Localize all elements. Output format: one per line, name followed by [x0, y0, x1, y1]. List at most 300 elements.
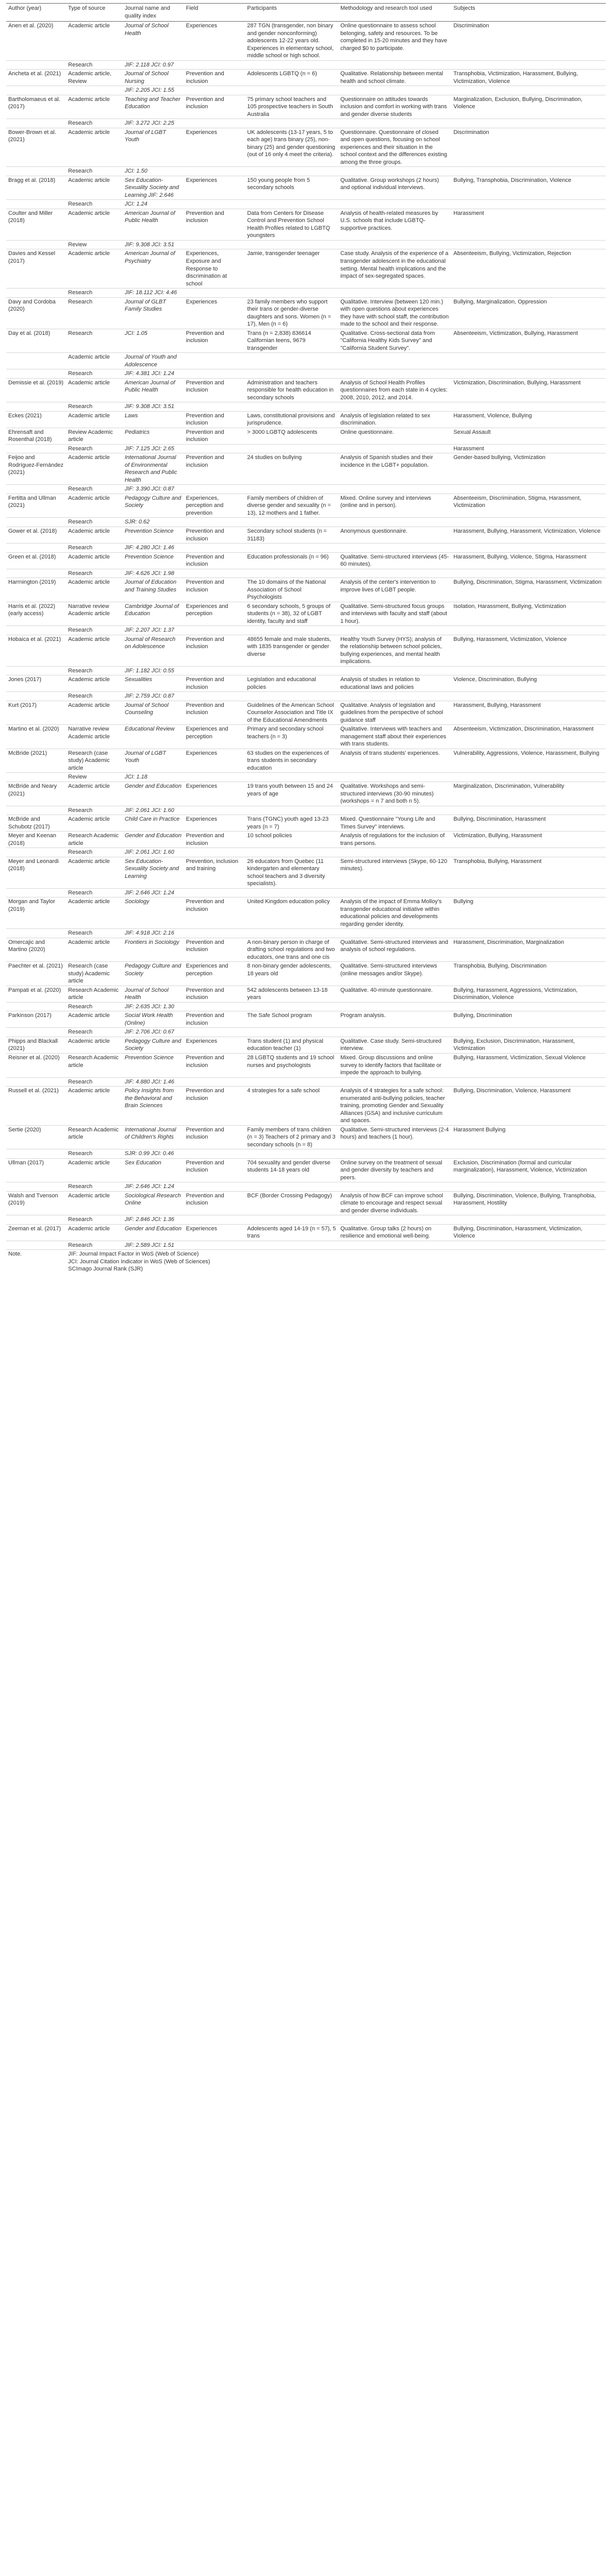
- cell-participants: [245, 666, 338, 675]
- cell-participants: 48655 female and male students, with 1835 transgender or gender diverse: [245, 635, 338, 666]
- cell-field: [184, 119, 245, 128]
- cell-type: Academic article: [66, 1037, 123, 1053]
- cell-journal: JIF: 2.061 JCI: 1.60: [123, 848, 184, 857]
- table-row: [6, 1087, 606, 1126]
- table-row: [6, 527, 606, 544]
- cell-subjects: Bullying, Harassment, Aggressions, Victimization, Discrimination, Violence: [451, 986, 606, 1002]
- table-row: [6, 200, 606, 209]
- cell-type: Academic article, Review: [66, 70, 123, 86]
- cell-subjects: Vulnerability, Aggressions, Violence, Harassment, Bullying: [451, 749, 606, 773]
- cell-subjects: [451, 119, 606, 128]
- cell-method: Analysis of Spanish studies and their incidence in the LGBT+ population.: [338, 453, 451, 485]
- table-row: [6, 428, 606, 444]
- cell-field: Prevention and inclusion: [184, 1087, 245, 1126]
- cell-participants: Secondary school students (n = 31183): [245, 527, 338, 544]
- cell-field: Experiences, Exposure and Response to discrimination at school: [184, 249, 245, 289]
- cell-type: Research Academic article: [66, 832, 123, 848]
- cell-author: [6, 200, 66, 209]
- cell-field: Prevention and inclusion: [184, 453, 245, 485]
- cell-method: [338, 240, 451, 249]
- cell-type: Research: [66, 848, 123, 857]
- cell-subjects: [451, 1028, 606, 1037]
- header-method: Methodology and research tool used: [338, 4, 451, 22]
- cell-field: [184, 353, 245, 369]
- cell-type: Academic article: [66, 675, 123, 692]
- table-row: [6, 815, 606, 832]
- cell-method: Case study. Analysis of the experience of a transgender adolescent in the educational setting. Mental health implications and the impact of sex-segregated spaces.: [338, 249, 451, 289]
- table-row: [6, 1241, 606, 1250]
- cell-participants: > 3000 LGBTQ adolescents: [245, 428, 338, 444]
- cell-author: Bower-Brown et al. (2021): [6, 128, 66, 167]
- cell-author: [6, 1028, 66, 1037]
- cell-participants: [245, 806, 338, 815]
- table-row: [6, 1028, 606, 1037]
- cell-method: Qualitative. Semi-structured interviews and analysis of school regulations.: [338, 938, 451, 962]
- cell-field: Prevention and inclusion: [184, 1125, 245, 1149]
- cell-journal: JIF: 2.846 JCI: 1.36: [123, 1215, 184, 1225]
- cell-field: Prevention and inclusion: [184, 1191, 245, 1215]
- cell-field: [184, 773, 245, 782]
- cell-author: [6, 848, 66, 857]
- cell-field: Experiences and perception: [184, 725, 245, 749]
- cell-author: Harris et al. (2022) (early access): [6, 602, 66, 626]
- cell-journal: Cambridge Journal of Education: [123, 602, 184, 626]
- cell-journal: SJR: 0.99 JCI: 0.46: [123, 1149, 184, 1159]
- cell-type: [66, 86, 123, 95]
- header-author: Author (year): [6, 4, 66, 22]
- cell-journal: Sex Education: [123, 1158, 184, 1182]
- cell-type: Research: [66, 626, 123, 635]
- cell-journal: JIF: 2.759 JCI: 0.87: [123, 692, 184, 701]
- cell-type: Research: [66, 200, 123, 209]
- cell-field: Experiences: [184, 815, 245, 832]
- cell-participants: 4 strategies for a safe school: [245, 1087, 338, 1126]
- cell-subjects: [451, 60, 606, 70]
- cell-method: Analysis of School Health Profiles questionnaires from each state in 4 cycles: 2008, 2010, 2012, and 2014.: [338, 378, 451, 402]
- cell-participants: Trans (n = 2,838) 836614 Californian teens, 9679 transgender: [245, 329, 338, 353]
- cell-journal: JIF: 4.918 JCI: 2.16: [123, 929, 184, 938]
- table-row: [6, 369, 606, 379]
- cell-journal: Sex Education-Sexuality Society and Learning JIF: 2.646: [123, 176, 184, 200]
- cell-type: Research: [66, 1002, 123, 1011]
- cell-method: Qualitative. Workshops and semi-structured interviews (30-90 minutes) (workshops = n 7 and both n 5).: [338, 782, 451, 806]
- cell-participants: 19 trans youth between 15 and 24 years of age: [245, 782, 338, 806]
- cell-participants: 287 TGN (transgender, non binary and gender nonconforming) adolescents 12-22 years old. Experiences in elementary school, middle school or high school.: [245, 22, 338, 61]
- cell-participants: [245, 1215, 338, 1225]
- cell-subjects: Harassment, Bullying, Harassment: [451, 701, 606, 725]
- table-row: [6, 249, 606, 289]
- cell-participants: [245, 200, 338, 209]
- cell-subjects: Marginalization, Discrimination, Vulnerability: [451, 782, 606, 806]
- cell-method: [338, 167, 451, 176]
- cell-field: Prevention and inclusion: [184, 95, 245, 119]
- cell-author: Martino et al. (2020): [6, 725, 66, 749]
- cell-field: Prevention and inclusion: [184, 1011, 245, 1028]
- cell-type: Academic article: [66, 209, 123, 240]
- cell-participants: Trans student (1) and physical education teacher (1): [245, 1037, 338, 1053]
- cell-field: Prevention and inclusion: [184, 578, 245, 602]
- cell-method: Online questionnaire.: [338, 428, 451, 444]
- cell-author: Harrnington (2019): [6, 578, 66, 602]
- cell-type: Academic article: [66, 1087, 123, 1126]
- cell-type: Research: [66, 289, 123, 298]
- cell-method: [338, 1182, 451, 1192]
- cell-author: [6, 167, 66, 176]
- cell-journal: JIF: 2.635 JCI: 1.30: [123, 1002, 184, 1011]
- cell-field: Prevention and inclusion: [184, 527, 245, 544]
- cell-method: [338, 569, 451, 578]
- cell-type: Research: [66, 518, 123, 527]
- cell-method: [338, 626, 451, 635]
- cell-method: Mixed. Online survey and interviews (online and in person).: [338, 494, 451, 518]
- cell-participants: 8 non-binary gender adolescents, 18 years old: [245, 962, 338, 986]
- cell-subjects: [451, 626, 606, 635]
- cell-author: Day et al. (2018): [6, 329, 66, 353]
- cell-field: Experiences: [184, 782, 245, 806]
- cell-journal: JIF: 1.182 JCI: 0.55: [123, 666, 184, 675]
- cell-journal: SJR: 0.62: [123, 518, 184, 527]
- cell-field: Experiences: [184, 297, 245, 329]
- cell-subjects: Harassment Bullying: [451, 1125, 606, 1149]
- cell-field: [184, 86, 245, 95]
- cell-author: McBride and Neary (2021): [6, 782, 66, 806]
- cell-subjects: [451, 888, 606, 897]
- cell-method: [338, 200, 451, 209]
- cell-subjects: Bullying, Discrimination, Harassment, Victimization, Violence: [451, 1224, 606, 1241]
- cell-participants: [245, 289, 338, 298]
- cell-subjects: Harassment: [451, 444, 606, 453]
- cell-type: Research: [66, 119, 123, 128]
- cell-field: [184, 518, 245, 527]
- cell-subjects: Bullying, Discrimination, Violence, Harassment: [451, 1087, 606, 1126]
- cell-field: Prevention and inclusion: [184, 635, 245, 666]
- cell-participants: Guidelines of the American School Counselor Association and Title IX of the Educational Amendments: [245, 701, 338, 725]
- cell-journal: American Journal of Public Health: [123, 209, 184, 240]
- cell-subjects: Transphobia, Bullying, Harassment: [451, 857, 606, 888]
- cell-journal: Sociology: [123, 897, 184, 929]
- cell-type: Research Academic article: [66, 986, 123, 1002]
- table-row: [6, 378, 606, 402]
- cell-author: Meyer and Keenan (2018): [6, 832, 66, 848]
- cell-journal: Pedagogy Culture and Society: [123, 1037, 184, 1053]
- cell-field: Prevention and inclusion: [184, 897, 245, 929]
- table-row: [6, 95, 606, 119]
- table-row: [6, 773, 606, 782]
- cell-subjects: Harassment, Discrimination, Marginalization: [451, 938, 606, 962]
- cell-author: [6, 485, 66, 494]
- cell-journal: Gender and Education: [123, 782, 184, 806]
- cell-type: Research: [66, 929, 123, 938]
- cell-field: [184, 1002, 245, 1011]
- cell-subjects: [451, 289, 606, 298]
- cell-author: [6, 289, 66, 298]
- cell-field: Experiences: [184, 176, 245, 200]
- cell-field: Prevention and inclusion: [184, 209, 245, 240]
- cell-field: [184, 60, 245, 70]
- table-row: [6, 240, 606, 249]
- table-row: [6, 626, 606, 635]
- cell-field: [184, 806, 245, 815]
- cell-subjects: [451, 1215, 606, 1225]
- cell-field: [184, 848, 245, 857]
- cell-participants: UK adolescents (13-17 years, 5 to each age) trans binary (25), non-binary (25) and gender questioning (out of 16 only 4 meet the criteria).: [245, 128, 338, 167]
- note-line: JCI: Journal Citation Indicator in WoS (Web of Sciences): [68, 1258, 210, 1265]
- cell-journal: JIF: 4.280 JCI: 1.46: [123, 544, 184, 553]
- table-row: [6, 569, 606, 578]
- cell-type: Academic article: [66, 95, 123, 119]
- table-row: [6, 962, 606, 986]
- cell-type: Research: [66, 1241, 123, 1250]
- cell-type: Academic article: [66, 22, 123, 61]
- header-field: Field: [184, 4, 245, 22]
- table-row: [6, 1191, 606, 1215]
- cell-author: [6, 353, 66, 369]
- cell-author: Bragg et al. (2018): [6, 176, 66, 200]
- cell-field: [184, 240, 245, 249]
- cell-type: Research: [66, 1215, 123, 1225]
- cell-author: [6, 119, 66, 128]
- cell-subjects: [451, 369, 606, 379]
- cell-method: Analysis of 4 strategies for a safe school: enumerated anti-bullying policies, teacher training, promoting Gender and Sexuality Alliances (GSA) and inclusive curriculum and spaces.: [338, 1087, 451, 1126]
- cell-method: Qualitative. 40-minute questionnaire.: [338, 986, 451, 1002]
- cell-author: [6, 888, 66, 897]
- cell-subjects: Harassment: [451, 209, 606, 240]
- cell-subjects: Discrimination: [451, 128, 606, 167]
- cell-participants: [245, 569, 338, 578]
- cell-field: [184, 485, 245, 494]
- cell-participants: The 10 domains of the National Association of School Psychologists: [245, 578, 338, 602]
- cell-type: Research: [66, 297, 123, 329]
- cell-method: [338, 929, 451, 938]
- table-header-row: [6, 4, 606, 22]
- cell-type: Academic article: [66, 782, 123, 806]
- cell-journal: JIF: 2.706 JCI: 0.67: [123, 1028, 184, 1037]
- table-row: [6, 552, 606, 569]
- cell-field: Prevention and inclusion: [184, 552, 245, 569]
- cell-method: [338, 369, 451, 379]
- cell-type: Narrative review Academic article: [66, 602, 123, 626]
- cell-journal: JIF: 2.205 JCI: 1.55: [123, 86, 184, 95]
- cell-field: Experiences: [184, 128, 245, 167]
- cell-subjects: [451, 806, 606, 815]
- cell-journal: Sexualities: [123, 675, 184, 692]
- cell-field: Experiences: [184, 22, 245, 61]
- cell-author: [6, 692, 66, 701]
- table-row: [6, 411, 606, 428]
- cell-method: Analysis of regulations for the inclusion of trans persons.: [338, 832, 451, 848]
- cell-method: Analysis of studies in relation to educational laws and policies: [338, 675, 451, 692]
- cell-method: Online survey on the treatment of sexual and gender diversity by teachers and peers.: [338, 1158, 451, 1182]
- cell-subjects: [451, 666, 606, 675]
- cell-author: Walsh and Tvenson (2019): [6, 1191, 66, 1215]
- cell-subjects: Bullying, Discrimination, Harassment: [451, 815, 606, 832]
- table-body: [6, 22, 606, 1250]
- cell-type: Academic article: [66, 578, 123, 602]
- cell-subjects: [451, 240, 606, 249]
- cell-journal: Sex Education-Sexuality Society and Learning: [123, 857, 184, 888]
- cell-journal: Sociological Research Online: [123, 1191, 184, 1215]
- cell-field: [184, 626, 245, 635]
- table-row: [6, 749, 606, 773]
- table-row: [6, 1215, 606, 1225]
- cell-participants: Primary and secondary school teachers (n = 3): [245, 725, 338, 749]
- table-row: [6, 289, 606, 298]
- cell-type: Research: [66, 806, 123, 815]
- cell-field: Experiences, perception and prevention: [184, 494, 245, 518]
- note-line: JIF: Journal Impact Factor in WoS (Web of Science): [68, 1251, 199, 1258]
- cell-journal: JCI: 1.18: [123, 773, 184, 782]
- cell-subjects: [451, 200, 606, 209]
- cell-subjects: Sexual Assault: [451, 428, 606, 444]
- cell-field: [184, 1182, 245, 1192]
- cell-journal: Policy Insights from the Behavioral and Brain Sciences: [123, 1087, 184, 1126]
- cell-journal: JIF: 18.112 JCI: 4.46: [123, 289, 184, 298]
- cell-participants: Trans (TGNC) youth aged 13-23 years (n = 7): [245, 815, 338, 832]
- cell-method: Analysis of health-related measures by U.S. schools that include LGBTQ-supportive practices.: [338, 209, 451, 240]
- table-row: [6, 1149, 606, 1159]
- table-row: [6, 1037, 606, 1053]
- cell-subjects: [451, 353, 606, 369]
- cell-participants: [245, 626, 338, 635]
- cell-subjects: Absenteeism, Victimization, Bullying, Harassment: [451, 329, 606, 353]
- cell-participants: Legislation and educational policies: [245, 675, 338, 692]
- cell-journal: JIF: 4.626 JCI: 1.98: [123, 569, 184, 578]
- cell-author: Paechter et al. (2021): [6, 962, 66, 986]
- table-row: [6, 929, 606, 938]
- cell-subjects: Absenteeism, Victimization, Discrimination, Harassment: [451, 725, 606, 749]
- cell-method: [338, 60, 451, 70]
- cell-subjects: Absenteeism, Bullying, Victimization, Rejection: [451, 249, 606, 289]
- cell-method: Qualitative. Case study. Semi-structured interview.: [338, 1037, 451, 1053]
- cell-subjects: [451, 569, 606, 578]
- cell-participants: Family members of trans children (n = 3) Teachers of 2 primary and 3 secondary schools (n = 8): [245, 1125, 338, 1149]
- cell-field: Prevention and inclusion: [184, 1158, 245, 1182]
- cell-author: [6, 518, 66, 527]
- cell-journal: International Journal of Environmental Research and Public Health: [123, 453, 184, 485]
- cell-participants: Administration and teachers responsible for health education in secondary schools: [245, 378, 338, 402]
- cell-journal: Journal of Education and Training Studies: [123, 578, 184, 602]
- cell-method: [338, 119, 451, 128]
- cell-author: McBride (2021): [6, 749, 66, 773]
- cell-author: Phipps and Blackall (2021): [6, 1037, 66, 1053]
- cell-journal: JIF: 3.272 JCI: 2.25: [123, 119, 184, 128]
- table-row: [6, 494, 606, 518]
- cell-journal: Pedagogy Culture and Society: [123, 962, 184, 986]
- table-row: [6, 402, 606, 412]
- cell-field: [184, 1149, 245, 1159]
- cell-author: [6, 86, 66, 95]
- table-row: [6, 782, 606, 806]
- cell-journal: JIF: 4.381 JCI: 1.24: [123, 369, 184, 379]
- cell-journal: Journal of School Counseling: [123, 701, 184, 725]
- cell-type: Academic article: [66, 527, 123, 544]
- cell-participants: 23 family members who support their trans or gender-diverse daughters and sons. Women (n = 17), Men (n = 6): [245, 297, 338, 329]
- cell-author: Meyer and Leonardi (2018): [6, 857, 66, 888]
- cell-method: [338, 544, 451, 553]
- cell-type: Academic article: [66, 176, 123, 200]
- cell-field: [184, 929, 245, 938]
- table-row: [6, 453, 606, 485]
- cell-subjects: [451, 167, 606, 176]
- cell-journal: JIF: 2.646 JCI: 1.24: [123, 1182, 184, 1192]
- header-subjects: Subjects: [451, 4, 606, 22]
- cell-author: Feijoo and Rodríguez-Fernández (2021): [6, 453, 66, 485]
- cell-field: Prevention and inclusion: [184, 428, 245, 444]
- table-row: [6, 1054, 606, 1078]
- cell-field: Prevention and inclusion: [184, 938, 245, 962]
- cell-method: Program analysis.: [338, 1011, 451, 1028]
- cell-subjects: Gender-based bullying, Victimization: [451, 453, 606, 485]
- cell-subjects: Bullying, Harassment, Victimization, Violence: [451, 635, 606, 666]
- table-row: [6, 518, 606, 527]
- cell-participants: Education professionals (n = 96): [245, 552, 338, 569]
- cell-participants: United Kingdom education policy: [245, 897, 338, 929]
- cell-author: Ullman (2017): [6, 1158, 66, 1182]
- cell-author: [6, 1241, 66, 1250]
- cell-field: [184, 402, 245, 412]
- cell-subjects: [451, 848, 606, 857]
- cell-participants: The Safe School program: [245, 1011, 338, 1028]
- table-row: [6, 832, 606, 848]
- cell-journal: Prevention Science: [123, 527, 184, 544]
- cell-type: Academic article: [66, 635, 123, 666]
- cell-author: Gower et al. (2018): [6, 527, 66, 544]
- table-row: [6, 70, 606, 86]
- cell-journal: Journal of Youth and Adolescence: [123, 353, 184, 369]
- cell-subjects: [451, 402, 606, 412]
- cell-method: [338, 666, 451, 675]
- cell-method: Qualitative. Group talks (2 hours) on resilience and emotional well-being.: [338, 1224, 451, 1241]
- cell-participants: [245, 1182, 338, 1192]
- cell-field: Prevention and inclusion: [184, 701, 245, 725]
- table-row: [6, 86, 606, 95]
- cell-method: [338, 1077, 451, 1087]
- cell-field: Prevention, inclusion and training: [184, 857, 245, 888]
- cell-subjects: [451, 1149, 606, 1159]
- cell-method: [338, 289, 451, 298]
- cell-journal: Journal of School Nursing: [123, 70, 184, 86]
- cell-participants: [245, 848, 338, 857]
- note-label: Note.: [8, 1251, 22, 1258]
- cell-type: Research: [66, 444, 123, 453]
- cell-journal: JIF: 2.646 JCI: 1.24: [123, 888, 184, 897]
- cell-journal: American Journal of Public Health: [123, 378, 184, 402]
- cell-participants: [245, 544, 338, 553]
- cell-type: Research (case study) Academic article: [66, 749, 123, 773]
- cell-subjects: [451, 518, 606, 527]
- cell-author: Davy and Cordoba (2020): [6, 297, 66, 329]
- cell-type: Research: [66, 888, 123, 897]
- cell-journal: Prevention Science: [123, 552, 184, 569]
- cell-subjects: Bullying, Exclusion, Discrimination, Harassment, Victimization: [451, 1037, 606, 1053]
- cell-field: Prevention and inclusion: [184, 675, 245, 692]
- cell-participants: 6 secondary schools, 5 groups of students (n = 38), 32 of LGBT identity, faculty and staff: [245, 602, 338, 626]
- table-row: [6, 857, 606, 888]
- cell-type: Research: [66, 1077, 123, 1087]
- cell-participants: 24 studies on bullying: [245, 453, 338, 485]
- cell-journal: Pediatrics: [123, 428, 184, 444]
- cell-journal: Pedagogy Culture and Society: [123, 494, 184, 518]
- cell-type: Research: [66, 666, 123, 675]
- cell-method: Anonymous questionnaire.: [338, 527, 451, 544]
- cell-journal: JCI: 1.50: [123, 167, 184, 176]
- table-row: [6, 1011, 606, 1028]
- table-row: [6, 176, 606, 200]
- cell-author: Omercajic and Martino (2020): [6, 938, 66, 962]
- cell-method: Qualitative. Relationship between mental health and school climate.: [338, 70, 451, 86]
- cell-subjects: Transphobia, Victimization, Harassment, Bullying, Victimization, Violence: [451, 70, 606, 86]
- cell-field: Experiences and perception: [184, 962, 245, 986]
